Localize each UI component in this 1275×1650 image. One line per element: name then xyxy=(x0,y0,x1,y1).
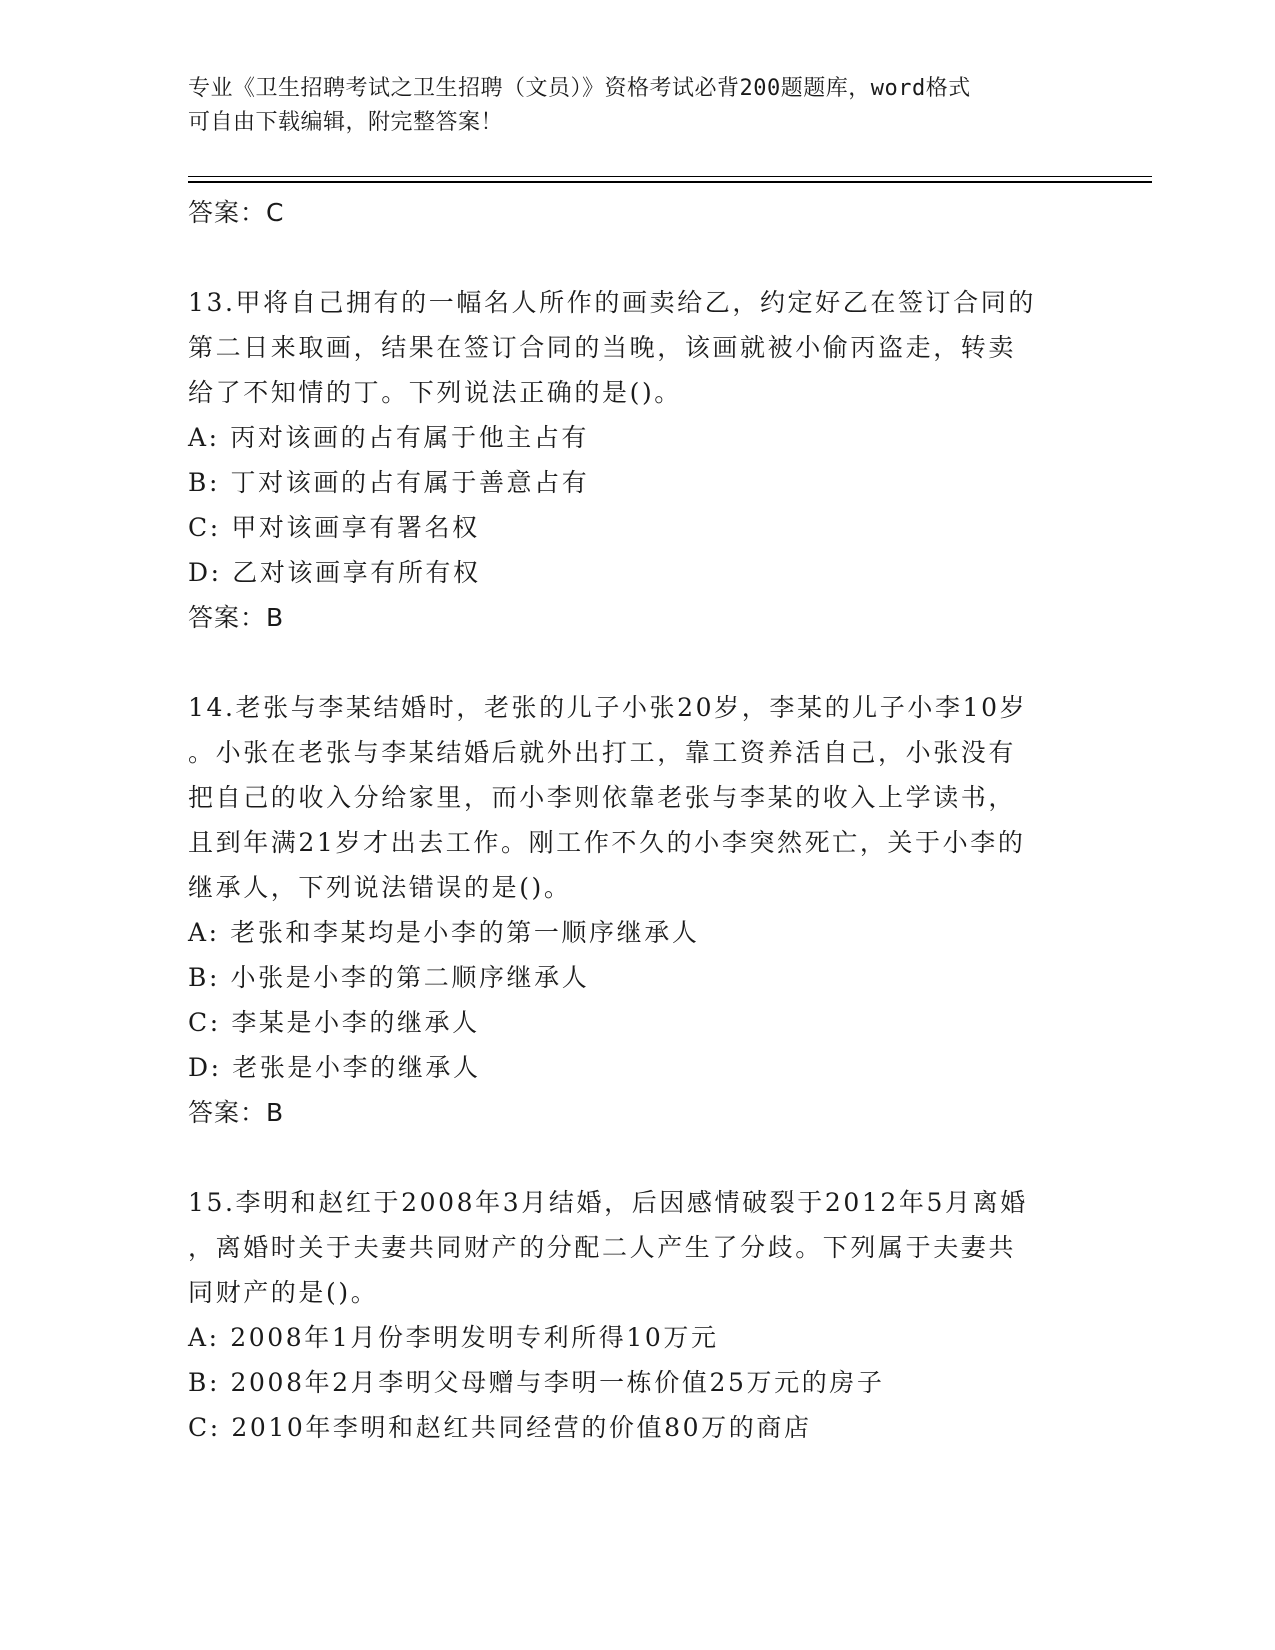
option-b xyxy=(188,955,1088,1000)
stem-line: 13.甲将自己拥有的一幅名人所作的画卖给乙，约定好乙在签订合同的 xyxy=(188,288,1036,317)
question-stem xyxy=(188,1180,1088,1315)
option-a xyxy=(188,1315,1088,1360)
document-header xyxy=(188,72,1068,140)
answer: 答案：B xyxy=(188,603,285,632)
option-text: 2008年2月李明父母赠与李明一栋价值25万元的房子 xyxy=(230,1368,885,1397)
option-text: 甲对该画享有署名权 xyxy=(231,513,480,542)
header-divider-thin xyxy=(188,176,1152,177)
option-c xyxy=(188,1000,1088,1045)
option-a xyxy=(188,910,1088,955)
option-c xyxy=(188,1405,1088,1450)
option-label: B: xyxy=(188,468,220,497)
header-divider-thick xyxy=(188,181,1152,183)
stem-line: 15.李明和赵红于2008年3月结婚，后因感情破裂于2012年5月离婚 xyxy=(188,1188,1028,1217)
option-text: 乙对该画享有所有权 xyxy=(232,558,481,587)
stem-line: 同财产的是()。 xyxy=(188,1278,379,1307)
option-label: C: xyxy=(188,1008,221,1037)
option-label: D: xyxy=(188,558,222,587)
stem-line: 把自己的收入分给家里，而小李则依靠老张与李某的收入上学读书， xyxy=(188,783,1017,812)
option-label: D: xyxy=(188,1053,222,1082)
option-label: C: xyxy=(188,513,221,542)
option-a xyxy=(188,415,1088,460)
stem-line: 继承人，下列说法错误的是()。 xyxy=(188,873,572,902)
stem-line: ，离婚时关于夫妻共同财产的分配二人产生了分歧。下列属于夫妻共 xyxy=(188,1233,1017,1262)
header-line-1: 专业《卫生招聘考试之卫生招聘（文员）》资格考试必背200题题库，word格式 xyxy=(188,76,971,101)
option-d xyxy=(188,550,1088,595)
question-stem xyxy=(188,685,1088,910)
option-label: A: xyxy=(188,918,220,947)
option-text: 小张是小李的第二顺序继承人 xyxy=(230,963,590,992)
option-text: 李某是小李的继承人 xyxy=(231,1008,480,1037)
question-stem xyxy=(188,280,1088,415)
option-text: 老张是小李的继承人 xyxy=(232,1053,481,1082)
question-15 xyxy=(188,1180,1088,1450)
option-text: 丙对该画的占有属于他主占有 xyxy=(230,423,590,452)
answer: 答案：B xyxy=(188,1098,285,1127)
question-14 xyxy=(188,685,1088,1136)
stem-line: 14.老张与李某结婚时，老张的儿子小张20岁，李某的儿子小李10岁 xyxy=(188,693,1028,722)
option-label: B: xyxy=(188,1368,220,1397)
question-13 xyxy=(188,280,1088,641)
option-label: B: xyxy=(188,963,220,992)
previous-answer: 答案：C xyxy=(188,198,285,227)
stem-line: 。小张在老张与李某结婚后就外出打工，靠工资养活自己，小张没有 xyxy=(188,738,1017,767)
option-text: 丁对该画的占有属于善意占有 xyxy=(230,468,590,497)
option-label: A: xyxy=(188,1323,220,1352)
option-c xyxy=(188,505,1088,550)
option-text: 2008年1月份李明发明专利所得10万元 xyxy=(230,1323,719,1352)
option-b xyxy=(188,1360,1088,1405)
option-b xyxy=(188,460,1088,505)
option-label: C: xyxy=(188,1413,221,1442)
option-text: 老张和李某均是小李的第一顺序继承人 xyxy=(230,918,700,947)
stem-line: 给了不知情的丁。下列说法正确的是()。 xyxy=(188,378,682,407)
stem-line: 且到年满21岁才出去工作。刚工作不久的小李突然死亡，关于小李的 xyxy=(188,828,1026,857)
question-list xyxy=(188,190,1088,1450)
header-line-2: 可自由下载编辑，附完整答案！ xyxy=(188,110,504,135)
option-label: A: xyxy=(188,423,220,452)
stem-line: 第二日来取画，结果在签订合同的当晚，该画就被小偷丙盗走，转卖 xyxy=(188,333,1017,362)
option-text: 2010年李明和赵红共同经营的价值80万的商店 xyxy=(231,1413,812,1442)
option-d xyxy=(188,1045,1088,1090)
